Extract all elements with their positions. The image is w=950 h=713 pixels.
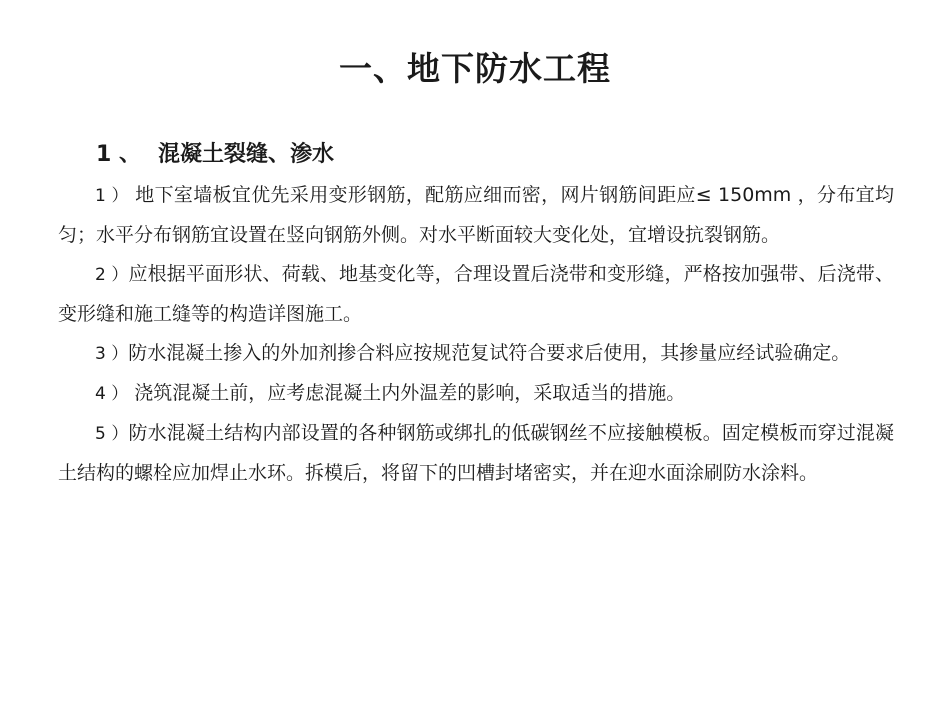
item-text: 地下室墙板宜优先采用变形钢筋，配筋应细而密，网片钢筋间距应≤ 150mm ，分布宜均匀；水平分布钢筋宜设置在竖向钢筋外侧。对水平断面较大变化处，宜增设抗裂钢筋。 bbox=[58, 184, 894, 246]
list-item bbox=[58, 414, 894, 493]
item-number: 2 ） bbox=[95, 265, 129, 285]
item-number: 1 ） bbox=[95, 186, 129, 206]
item-number: 4 ） bbox=[95, 384, 129, 404]
item-text: 应根据平面形状、荷载、地基变化等，合理设置后浇带和变形缝，严格按加强带、后浇带、变形缝和施工缝等的构造详图施工。 bbox=[58, 263, 894, 325]
page-title: 一、地下防水工程 bbox=[339, 49, 611, 88]
list-item bbox=[58, 374, 894, 414]
list-item bbox=[58, 334, 894, 374]
section-heading bbox=[96, 137, 334, 173]
list-item bbox=[58, 255, 894, 334]
item-text: 防水混凝土结构内部设置的各种钢筋或绑扎的低碳钢丝不应接触模板。固定模板而穿过混凝土结构的螺栓应加焊止水环。拆模后，将留下的凹槽封堵密实，并在迎水面涂刷防水涂料。 bbox=[58, 422, 894, 484]
body-text bbox=[58, 176, 894, 493]
list-item bbox=[58, 176, 894, 255]
item-text: 防水混凝土掺入的外加剂掺合料应按规范复试符合要求后使用，其掺量应经试验确定。 bbox=[128, 342, 851, 364]
item-number: 3 ） bbox=[95, 344, 129, 364]
section-heading-text: 混凝土裂缝、渗水 bbox=[158, 142, 335, 167]
section-number: 1 、 bbox=[96, 142, 141, 167]
item-number: 5 ） bbox=[95, 424, 129, 444]
item-text: 浇筑混凝土前，应考虑混凝土内外温差的影响，采取适当的措施。 bbox=[128, 382, 686, 404]
